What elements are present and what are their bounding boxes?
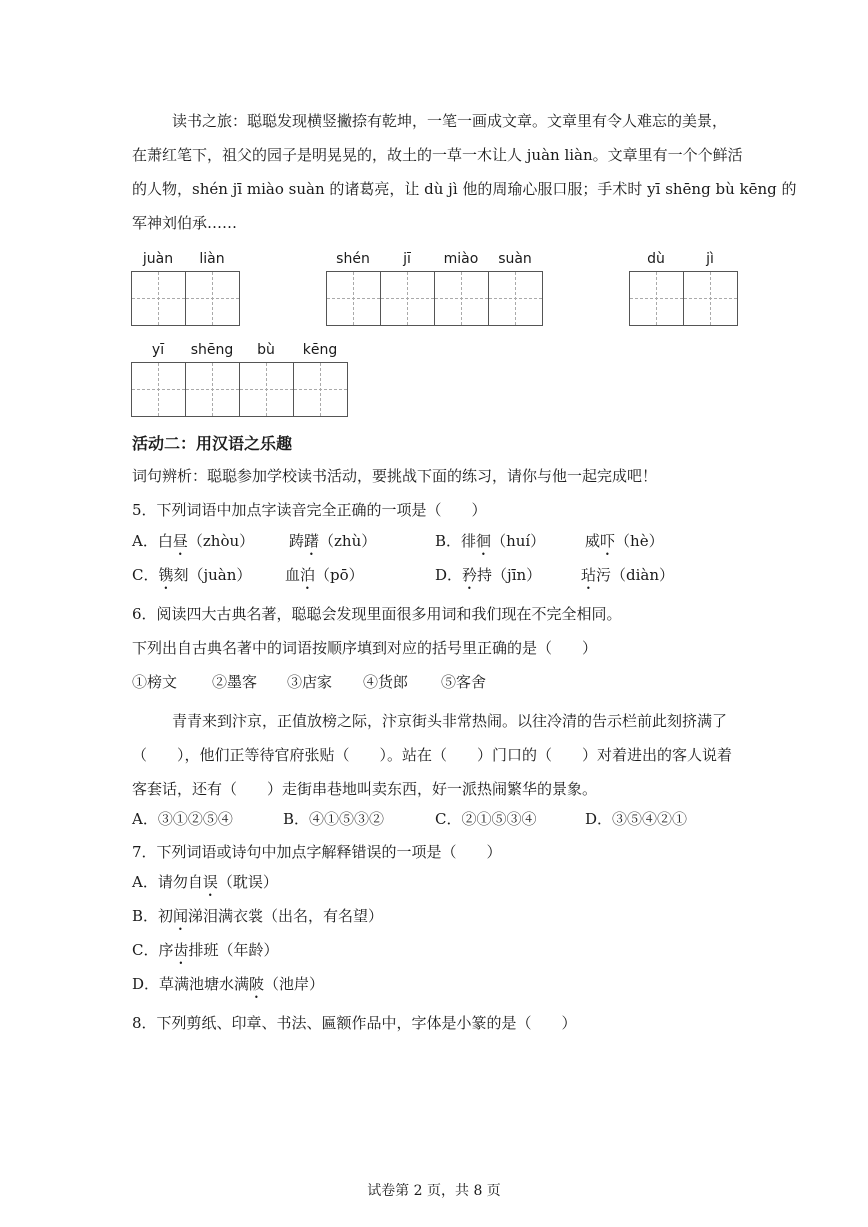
pinyin-label: shén xyxy=(336,251,370,267)
instruction-text: 词句辨析：聪聪参加学校读书活动，要挑战下面的练习，请你与他一起完成吧！ xyxy=(132,467,658,485)
word-char: 徘 xyxy=(461,532,477,550)
word-char: 血 xyxy=(285,566,301,584)
q7-option-d[interactable] xyxy=(132,973,324,1002)
pinyin-label: miào xyxy=(443,251,479,267)
writing-cell[interactable] xyxy=(186,272,239,325)
q6-option-c[interactable]: C．②①⑤③④ xyxy=(435,810,537,828)
q7-option-b[interactable] xyxy=(132,905,383,934)
pinyin-labels-4 xyxy=(131,342,349,362)
pinyin-label: kēng xyxy=(302,342,338,358)
q7-option-a[interactable] xyxy=(132,871,278,900)
writing-cell[interactable] xyxy=(435,272,489,325)
word-rest: （hè） xyxy=(615,532,664,550)
word-rest: 污（diàn） xyxy=(596,566,675,584)
q5-option-a[interactable] xyxy=(132,530,254,559)
q6-item: ④货郎 xyxy=(363,673,409,691)
word-rest: 持（jīn） xyxy=(477,566,542,584)
writing-cell[interactable] xyxy=(240,363,294,416)
q7-stem: 7．下列词语或诗句中加点字解释错误的一项是（ ） xyxy=(132,843,502,861)
intro-line: 军神刘伯承…… xyxy=(132,214,238,232)
intro-line: 读书之旅：聪聪发现横竖撇捺有乾坤，一笔一画成文章。文章里有令人难忘的美景， xyxy=(172,112,728,130)
option-text: （池岸） xyxy=(264,975,325,993)
dotted-char: 误 xyxy=(202,873,218,891)
option-text: C．序 xyxy=(132,941,174,959)
writing-cell[interactable] xyxy=(327,272,381,325)
pinyin-label: suàn xyxy=(498,251,532,267)
pinyin-label: yī xyxy=(151,342,165,358)
pinyin-labels-2 xyxy=(326,251,544,271)
option-letter: D． xyxy=(435,566,463,584)
word-char: 踌 xyxy=(289,532,305,550)
writing-grid-3 xyxy=(629,271,738,326)
dotted-char: 矜 xyxy=(462,566,478,584)
pinyin-labels-1 xyxy=(131,251,241,271)
pinyin-label: dù xyxy=(647,251,665,267)
writing-cell[interactable] xyxy=(630,272,684,325)
option-letter: A． xyxy=(132,532,158,550)
dotted-char: 徊 xyxy=(476,532,492,550)
q5-option-b[interactable] xyxy=(435,530,545,559)
activity-heading: 活动二：用汉语之乐趣 xyxy=(132,434,293,453)
passage-line: （ ），他们正等待官府张贴（ ）。站在（ ）门口的（ ）对着进出的客人说着 xyxy=(132,746,733,764)
option-text: 涕泪满衣裳（出名，有名望） xyxy=(188,907,384,925)
dotted-char: 泊 xyxy=(300,566,316,584)
pinyin-label: jì xyxy=(706,251,714,267)
writing-grid-2 xyxy=(326,271,543,326)
dotted-char: 玷 xyxy=(581,566,597,584)
q6-option-b[interactable]: B．④①⑤③② xyxy=(283,810,385,828)
q5-option-a-word2 xyxy=(289,530,376,559)
word-char: 威 xyxy=(585,532,601,550)
dotted-char: 昼 xyxy=(172,532,188,550)
option-text: A．请勿自 xyxy=(132,873,203,891)
option-text: B．初 xyxy=(132,907,174,925)
q7-option-c[interactable] xyxy=(132,939,279,968)
writing-cell[interactable] xyxy=(132,363,186,416)
word-rest: （pō） xyxy=(315,566,364,584)
dotted-char: 陂 xyxy=(249,975,265,993)
option-text: （耽误） xyxy=(217,873,278,891)
intro-line: 的人物，shén jī miào suàn 的诸葛亮，让 dù jì 他的周瑜心服口服；手术时 yī shēng bù kēng 的 xyxy=(132,180,797,198)
q6-passage xyxy=(132,704,744,806)
passage-line: 青青来到汴京，正值放榜之际，汴京街头非常热闹。以往冷清的告示栏前此刻挤满了 xyxy=(172,712,728,730)
passage-line: 客套话，还有（ ）走街串巷地叫卖东西，好一派热闹繁华的景象。 xyxy=(132,780,598,798)
dotted-char: 镌 xyxy=(158,566,174,584)
q6-option-d[interactable]: D．③⑤④②① xyxy=(585,810,688,828)
option-letter: B． xyxy=(435,532,462,550)
pinyin-labels-3 xyxy=(629,251,739,271)
dotted-char: 齿 xyxy=(173,941,189,959)
q6-item: ⑤客舍 xyxy=(441,673,487,691)
pinyin-label: juàn xyxy=(142,251,174,267)
writing-cell[interactable] xyxy=(132,272,186,325)
pinyin-label: shēng xyxy=(190,342,234,358)
dotted-char: 吓 xyxy=(600,532,616,550)
option-letter: C． xyxy=(132,566,159,584)
writing-cell[interactable] xyxy=(489,272,542,325)
q6-stem-2: 下列出自古典名著中的词语按顺序填到对应的括号里正确的是（ ） xyxy=(132,639,598,657)
q8-stem: 8．下列剪纸、印章、书法、匾额作品中，字体是小篆的是（ ） xyxy=(132,1014,577,1032)
writing-cell[interactable] xyxy=(381,272,435,325)
word-char: 白 xyxy=(157,532,173,550)
dotted-char: 闻 xyxy=(173,907,189,925)
q5-option-d-word2 xyxy=(581,564,674,593)
q6-stem: 6．阅读四大古典名著，聪聪会发现里面很多用词和我们现在不完全相同。 xyxy=(132,605,622,623)
pinyin-label: bù xyxy=(257,342,275,358)
q6-item: ③店家 xyxy=(287,673,333,691)
intro-paragraph xyxy=(132,104,797,240)
option-text: 排班（年龄） xyxy=(188,941,279,959)
writing-grid-4 xyxy=(131,362,348,417)
pinyin-label: jī xyxy=(403,251,411,267)
word-rest: （zhòu） xyxy=(187,532,255,550)
q5-option-d[interactable] xyxy=(435,564,541,593)
q6-option-a[interactable]: A．③①②⑤④ xyxy=(132,810,233,828)
q6-item: ①榜文 xyxy=(132,673,178,691)
word-rest: （huí） xyxy=(491,532,546,550)
q5-option-c-word2 xyxy=(285,564,364,593)
q5-option-c[interactable] xyxy=(132,564,251,593)
q5-option-b-word2 xyxy=(585,530,664,559)
pinyin-label: liàn xyxy=(199,251,225,267)
word-rest: （zhù） xyxy=(319,532,377,550)
writing-grid-1 xyxy=(131,271,240,326)
intro-line: 在萧红笔下，祖父的园子是明晃晃的，故土的一草一木让人 juàn liàn。文章里有一个个鲜活 xyxy=(132,146,743,164)
word-rest: 刻（juàn） xyxy=(173,566,252,584)
q5-stem: 5．下列词语中加点字读音完全正确的一项是（ ） xyxy=(132,501,487,519)
option-text: D．草满池塘水满 xyxy=(132,975,250,993)
dotted-char: 躇 xyxy=(304,532,320,550)
q6-item: ②墨客 xyxy=(212,673,258,691)
writing-cell[interactable] xyxy=(186,363,240,416)
writing-cell[interactable] xyxy=(294,363,347,416)
writing-cell[interactable] xyxy=(684,272,737,325)
page-footer: 试卷第 2 页，共 8 页 xyxy=(367,1183,501,1199)
